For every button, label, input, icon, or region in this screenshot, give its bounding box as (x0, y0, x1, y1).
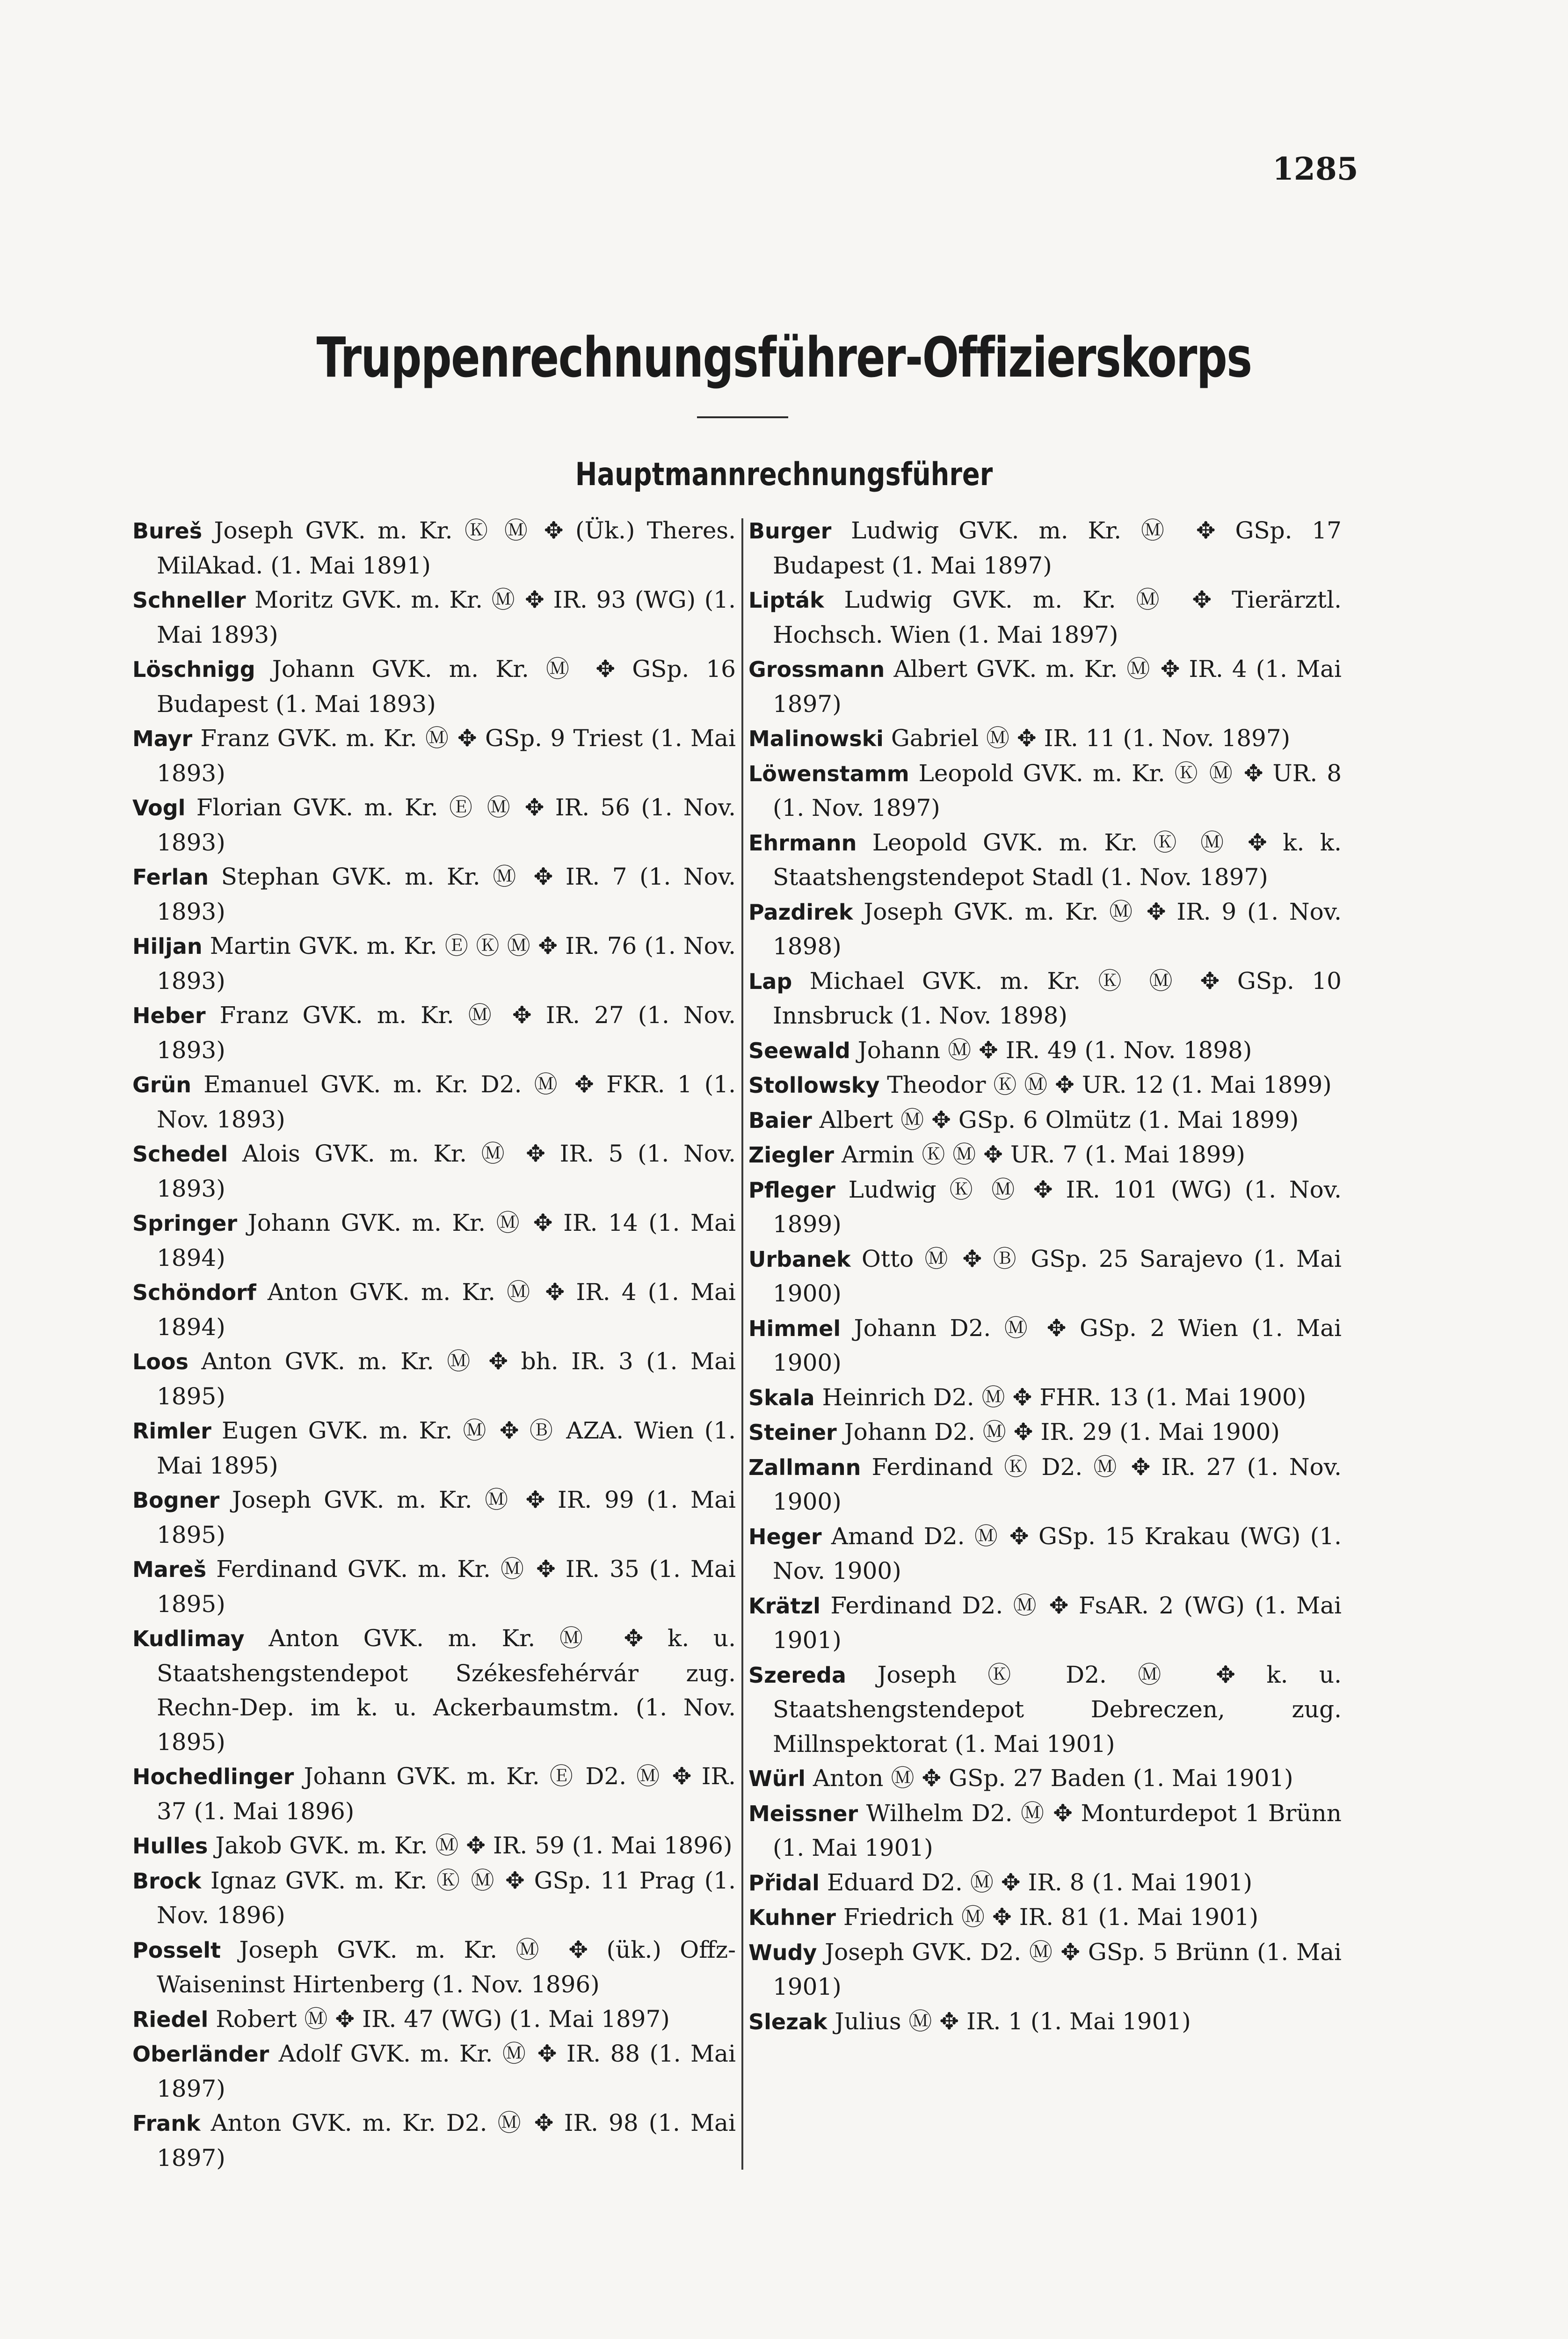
entry-surname: Rimler (132, 1418, 211, 1444)
list-item (748, 1415, 1342, 1450)
list-item (132, 1864, 736, 1933)
entry-details: Leopold GVK. m. Kr. Ⓚ Ⓜ ✥ UR. 8 (1. Nov. 1897) (773, 759, 1342, 821)
list-item (748, 1519, 1342, 1589)
list-item (132, 791, 736, 860)
list-item (748, 895, 1342, 964)
entry-details: Anton GVK. m. Kr. Ⓜ ✥ IR. 4 (1. Mai 1894) (157, 1278, 736, 1341)
entry-details: Stephan GVK. m. Kr. Ⓜ ✥ IR. 7 (1. Nov. 1893) (157, 863, 736, 925)
left-column (132, 514, 736, 2175)
list-item (748, 826, 1342, 895)
entry-details: Gabriel Ⓜ ✥ IR. 11 (1. Nov. 1897) (891, 725, 1291, 752)
list-item (748, 1450, 1342, 1519)
list-item (132, 1933, 736, 2002)
entry-surname: Zallmann (748, 1454, 861, 1480)
entry-surname: Frank (132, 2111, 201, 2136)
entry-surname: Kuhner (748, 1905, 836, 1930)
list-item (132, 652, 736, 721)
entry-details: Martin GVK. m. Kr. Ⓔ Ⓚ Ⓜ ✥ IR. 76 (1. Nov. 1893) (157, 932, 736, 995)
entry-surname: Ferlan (132, 864, 209, 890)
entry-surname: Mareš (132, 1557, 207, 1582)
entry-surname: Bureš (132, 518, 203, 544)
list-item (132, 2037, 736, 2106)
entry-surname: Grossmann (748, 657, 885, 682)
entry-surname: Löwenstamm (748, 761, 909, 786)
entry-surname: Bogner (132, 1488, 220, 1513)
entry-surname: Ehrmann (748, 830, 857, 856)
title-rule (697, 416, 788, 418)
entry-details: Albert Ⓜ ✥ GSp. 6 Olmütz (1. Mai 1899) (819, 1106, 1299, 1133)
list-item (132, 1552, 736, 1621)
list-item (748, 964, 1342, 1033)
entry-surname: Heber (132, 1003, 206, 1028)
entry-surname: Hulles (132, 1833, 208, 1859)
entry-surname: Schöndorf (132, 1280, 256, 1305)
entry-details: Joseph GVK. m. Kr. Ⓜ ✥ IR. 9 (1. Nov. 1898) (773, 898, 1342, 960)
entry-surname: Mayr (132, 726, 193, 751)
entry-details: Adolf GVK. m. Kr. Ⓜ ✥ IR. 88 (1. Mai 1897) (157, 2040, 736, 2102)
list-item (748, 1173, 1342, 1242)
entry-details: Robert Ⓜ ✥ IR. 47 (WG) (1. Mai 1897) (216, 2005, 670, 2033)
list-item (748, 1033, 1342, 1068)
entry-surname: Grün (132, 1072, 191, 1097)
list-item (748, 1103, 1342, 1138)
entry-details: Moritz GVK. m. Kr. Ⓜ ✥ IR. 93 (WG) (1. Mai 1893) (157, 586, 736, 648)
list-item (748, 1138, 1342, 1173)
entry-details: Friedrich Ⓜ ✥ IR. 81 (1. Mai 1901) (843, 1903, 1259, 1931)
page-number: 1285 (1272, 151, 1358, 187)
list-item (132, 1414, 736, 1483)
right-column (748, 514, 1342, 2039)
list-item (132, 1068, 736, 1137)
entry-surname: Himmel (748, 1315, 841, 1341)
list-item (132, 1829, 736, 1864)
list-item (132, 1275, 736, 1344)
entry-surname: Lap (748, 968, 792, 994)
entry-details: Johann D2. Ⓜ ✥ GSp. 2 Wien (1. Mai 1900) (773, 1314, 1342, 1376)
list-item (748, 652, 1342, 721)
entry-surname: Pfleger (748, 1177, 835, 1203)
entry-surname: Heger (748, 1524, 822, 1549)
entry-surname: Urbanek (748, 1246, 851, 1272)
entry-details: Ferdinand Ⓚ D2. Ⓜ ✥ IR. 27 (1. Nov. 1900) (773, 1453, 1342, 1515)
entry-details: Ludwig GVK. m. Kr. Ⓜ ✥ Tierärztl. Hochsch. Wien (1. Mai 1897) (773, 586, 1342, 648)
list-item (132, 1759, 736, 1829)
entry-details: Ludwig Ⓚ Ⓜ ✥ IR. 101 (WG) (1. Nov. 1899) (773, 1176, 1342, 1238)
entry-details: Theodor Ⓚ Ⓜ ✥ UR. 12 (1. Mai 1899) (887, 1071, 1332, 1098)
entry-surname: Lipták (748, 588, 824, 613)
entry-surname: Ziegler (748, 1142, 834, 1168)
list-item (748, 1935, 1342, 2005)
entry-surname: Pazdirek (748, 899, 853, 925)
entry-details: Heinrich D2. Ⓜ ✥ FHR. 13 (1. Mai 1900) (822, 1383, 1307, 1411)
entry-details: Johann GVK. m. Kr. Ⓜ ✥ GSp. 16 Budapest (1. Mai 1893) (157, 655, 736, 718)
entry-details: Eduard D2. Ⓜ ✥ IR. 8 (1. Mai 1901) (827, 1868, 1253, 1896)
list-item (132, 1621, 736, 1759)
list-item (748, 1658, 1342, 1762)
entry-surname: Löschnigg (132, 657, 255, 682)
entry-details: Jakob GVK. m. Kr. Ⓜ ✥ IR. 59 (1. Mai 1896) (215, 1832, 733, 1859)
entry-details: Anton Ⓜ ✥ GSp. 27 Baden (1. Mai 1901) (813, 1765, 1293, 1792)
entry-surname: Steiner (748, 1420, 837, 1445)
list-item (748, 1242, 1342, 1311)
list-item (748, 1796, 1342, 1866)
list-item (132, 860, 736, 929)
entry-surname: Burger (748, 518, 832, 544)
entry-surname: Hochedlinger (132, 1764, 294, 1789)
list-item (748, 1589, 1342, 1658)
entry-details: Franz GVK. m. Kr. Ⓜ ✥ GSp. 9 Triest (1. Mai 1893) (157, 725, 736, 787)
entry-details: Michael GVK. m. Kr. Ⓚ Ⓜ ✥ GSp. 10 Innsbruck (1. Nov. 1898) (773, 967, 1342, 1029)
entry-details: Joseph Ⓚ D2. Ⓜ ✥ k. u. Staatshengstendepot Debreczen, zug. Millnspektorat (1. Mai 1901) (773, 1661, 1342, 1758)
entry-surname: Skala (748, 1385, 815, 1410)
entry-surname: Loos (132, 1349, 189, 1374)
entry-details: Albert GVK. m. Kr. Ⓜ ✥ IR. 4 (1. Mai 1897) (773, 655, 1342, 718)
entry-surname: Oberländer (132, 2041, 269, 2067)
list-item (132, 721, 736, 791)
list-item (748, 583, 1342, 652)
section-heading: Hauptmannrechnungsführer (575, 456, 993, 493)
entry-details: Johann D2. Ⓜ ✥ IR. 29 (1. Mai 1900) (844, 1418, 1280, 1446)
entry-details: Armin Ⓚ Ⓜ ✥ UR. 7 (1. Mai 1899) (841, 1141, 1245, 1168)
entry-details: Alois GVK. m. Kr. Ⓜ ✥ IR. 5 (1. Nov. 1893) (157, 1140, 736, 1202)
list-item (748, 1311, 1342, 1380)
entry-details: Joseph GVK. m. Kr. Ⓜ ✥ IR. 99 (1. Mai 1895) (157, 1486, 736, 1548)
list-item (132, 1344, 736, 1414)
list-item (748, 1761, 1342, 1796)
entry-surname: Wudy (748, 1939, 817, 1965)
entry-details: Johann GVK. m. Kr. Ⓜ ✥ IR. 14 (1. Mai 1894) (157, 1209, 736, 1271)
entry-details: Franz GVK. m. Kr. Ⓜ ✥ IR. 27 (1. Nov. 1893) (157, 1002, 736, 1064)
entry-surname: Schneller (132, 588, 246, 613)
entry-surname: Seewald (748, 1038, 850, 1063)
entry-surname: Würl (748, 1766, 806, 1791)
page-title: Truppenrechnungsführer-Offizierskorps (316, 325, 1252, 390)
list-item (748, 1068, 1342, 1103)
list-item (132, 998, 736, 1068)
entry-surname: Krätzl (748, 1593, 820, 1619)
entry-details: Ferdinand GVK. m. Kr. Ⓜ ✥ IR. 35 (1. Mai 1895) (157, 1555, 736, 1618)
entry-details: Anton GVK. m. Kr. Ⓜ ✥ bh. IR. 3 (1. Mai 1895) (157, 1348, 736, 1410)
entry-surname: Hiljan (132, 934, 203, 959)
entry-details: Florian GVK. m. Kr. Ⓔ Ⓜ ✥ IR. 56 (1. Nov. 1893) (157, 794, 736, 856)
entry-surname: Baier (748, 1107, 812, 1133)
entry-surname: Szereda (748, 1662, 846, 1688)
entry-surname: Malinowski (748, 726, 884, 751)
entry-details: Leopold GVK. m. Kr. Ⓚ Ⓜ ✥ k. k. Staatshengstendepot Stadl (1. Nov. 1897) (773, 828, 1342, 891)
entry-details: Joseph GVK. m. Kr. Ⓚ Ⓜ ✥ (Ük.) Theres. MilAkad. (1. Mai 1891) (157, 517, 736, 579)
list-item (748, 1380, 1342, 1416)
entry-surname: Slezak (748, 2009, 828, 2034)
entry-surname: Posselt (132, 1937, 221, 1963)
entry-details: Ludwig GVK. m. Kr. Ⓜ ✥ GSp. 17 Budapest (1. Mai 1897) (773, 517, 1342, 579)
list-item (132, 929, 736, 998)
entry-surname: Meissner (748, 1801, 858, 1826)
entry-details: Anton GVK. m. Kr. D2. Ⓜ ✥ IR. 98 (1. Mai 1897) (157, 2109, 736, 2172)
list-item (748, 756, 1342, 826)
list-item (132, 1206, 736, 1275)
entry-surname: Stollowsky (748, 1073, 880, 1098)
entry-details: Emanuel GVK. m. Kr. D2. Ⓜ ✥ FKR. 1 (1. Nov. 1893) (157, 1071, 736, 1133)
entry-surname: Riedel (132, 2006, 209, 2032)
entry-surname: Přidal (748, 1870, 820, 1896)
list-item (132, 1483, 736, 1552)
entry-details: Anton GVK. m. Kr. Ⓜ ✥ k. u. Staatshengstendepot Székesfehérvár zug. Rechn-Dep. im k. u. Ackerbaumstm. (1. Nov. 1895) (157, 1625, 736, 1756)
entry-surname: Kudlimay (132, 1626, 245, 1651)
list-item (748, 2005, 1342, 2040)
entry-details: Ferdinand D2. Ⓜ ✥ FsAR. 2 (WG) (1. Mai 1901) (773, 1591, 1342, 1654)
entry-surname: Brock (132, 1868, 202, 1894)
list-item (748, 1866, 1342, 1901)
entry-details: Ignaz GVK. m. Kr. Ⓚ Ⓜ ✥ GSp. 11 Prag (1. Nov. 1896) (157, 1867, 736, 1929)
entry-details: Amand D2. Ⓜ ✥ GSp. 15 Krakau (WG) (1. Nov. 1900) (773, 1522, 1342, 1584)
list-item (748, 1900, 1342, 1935)
list-item (132, 1137, 736, 1206)
entry-details: Otto Ⓜ ✥ Ⓑ GSp. 25 Sarajevo (1. Mai 1900) (773, 1245, 1342, 1307)
list-item (132, 583, 736, 652)
list-item (132, 514, 736, 583)
entry-details: Johann GVK. m. Kr. Ⓔ D2. Ⓜ ✥ IR. 37 (1. Mai 1896) (157, 1763, 736, 1825)
entry-details: Joseph GVK. m. Kr. Ⓜ ✥ (ük.) Offz-Waiseninst Hirtenberg (1. Nov. 1896) (157, 1936, 736, 1998)
entry-details: Julius Ⓜ ✥ IR. 1 (1. Mai 1901) (835, 2007, 1191, 2035)
list-item (132, 2106, 736, 2175)
list-item (748, 514, 1342, 583)
entry-surname: Springer (132, 1211, 238, 1236)
entry-details: Wilhelm D2. Ⓜ ✥ Monturdepot 1 Brünn (1. Mai 1901) (773, 1799, 1342, 1861)
list-item (748, 721, 1342, 756)
entry-details: Johann Ⓜ ✥ IR. 49 (1. Nov. 1898) (857, 1036, 1252, 1064)
entry-surname: Schedel (132, 1141, 228, 1167)
entry-details: Eugen GVK. m. Kr. Ⓜ ✥ Ⓑ AZA. Wien (1. Mai 1895) (157, 1417, 736, 1479)
entry-details: Joseph GVK. D2. Ⓜ ✥ GSp. 5 Brünn (1. Mai 1901) (773, 1938, 1342, 2000)
list-item (132, 2002, 736, 2037)
entry-surname: Vogl (132, 795, 186, 821)
column-divider (741, 518, 743, 2170)
